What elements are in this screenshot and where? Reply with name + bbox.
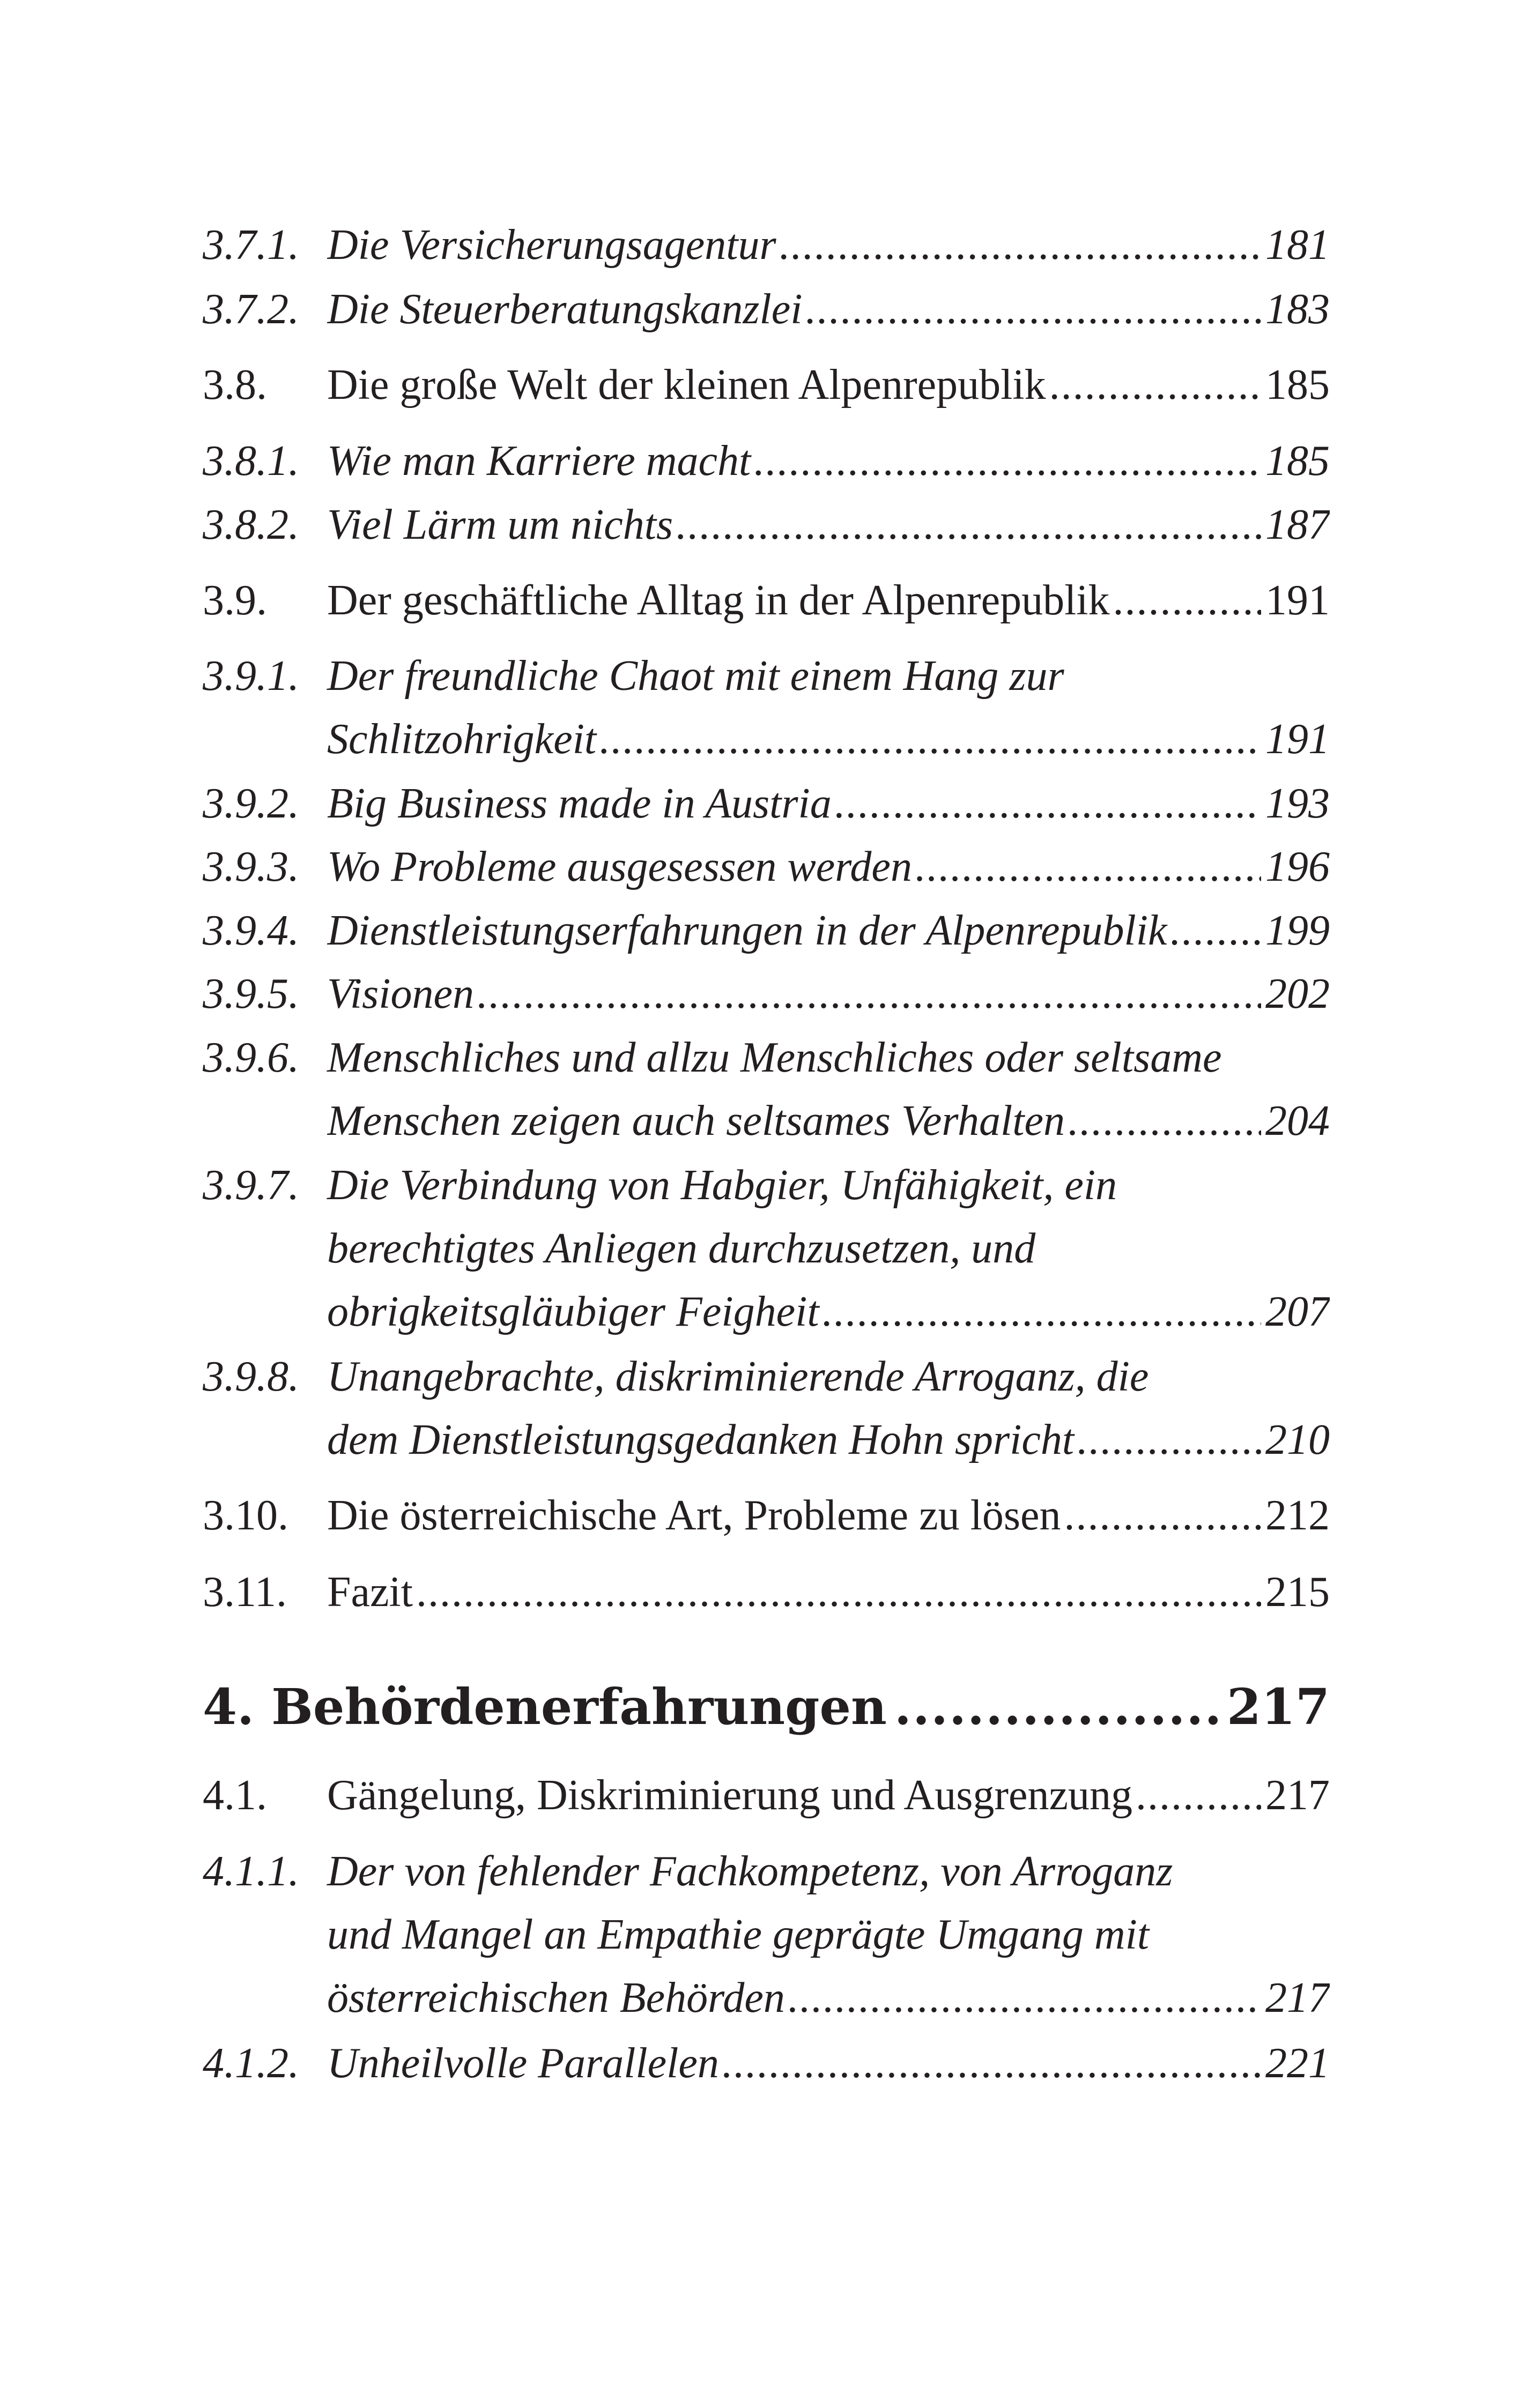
toc-page-number: 193 — [1265, 780, 1330, 827]
toc-page-number: 199 — [1265, 907, 1330, 954]
toc-entry-body — [327, 353, 1330, 417]
toc-entry-number: 3.8. — [203, 361, 267, 408]
toc-entry-body — [327, 1764, 1330, 1827]
toc-entry-title-row — [327, 213, 1330, 277]
toc-entry-body — [327, 213, 1330, 277]
toc-entry-title-row — [327, 353, 1330, 417]
dot-leader — [823, 1280, 1261, 1343]
toc-entry-body — [327, 1345, 1330, 1471]
toc-entry-body — [327, 1026, 1330, 1153]
toc-entry-number: 3.9.1. — [203, 652, 299, 700]
toc-entry-body — [327, 772, 1330, 835]
toc-entry-body — [327, 429, 1330, 493]
toc-entry-title-line: Big Business made in Austria — [327, 780, 832, 827]
toc-entry-number: 4.1.1. — [203, 1848, 299, 1895]
toc-page-number: 187 — [1265, 501, 1330, 548]
toc-entry-body — [327, 962, 1330, 1025]
toc-entry-title-line: Unangebrachte, diskriminierende Arroganz, die — [327, 1353, 1149, 1400]
toc-entry-title-row — [327, 1764, 1330, 1827]
toc-entry-title-line: Viel Lärm um nichts — [327, 501, 673, 548]
toc-entry-body — [327, 493, 1330, 556]
toc-page-number: 217 — [1226, 1678, 1330, 1736]
toc-entry-number: 3.9.3. — [203, 843, 299, 890]
toc-page-number: 210 — [1265, 1416, 1330, 1463]
toc-entry-title-line: Die Versicherungsagentur — [327, 221, 776, 269]
dot-leader — [1170, 899, 1261, 962]
toc-entry-title-line: Menschen zeigen auch seltsames Verhalten — [327, 1097, 1065, 1144]
toc-entry-title-row — [327, 772, 1330, 835]
toc-page-number: 183 — [1265, 286, 1330, 333]
toc-entry-title-line: und Mangel an Empathie geprägte Umgang mit — [327, 1911, 1150, 1958]
toc-entry-title-line: 4. Behördenerfahrungen — [203, 1678, 887, 1736]
toc-entry-title-line: Die Verbindung von Habgier, Unfähigkeit, ein — [327, 1162, 1117, 1209]
toc-entry-title-row — [327, 835, 1330, 898]
toc-page-number: 212 — [1265, 1492, 1330, 1539]
toc-entry-title-row — [327, 1280, 1330, 1343]
toc-page-number: 191 — [1265, 577, 1330, 624]
dot-leader — [1068, 1089, 1261, 1153]
toc-entry-body — [327, 1484, 1330, 1547]
toc-entry-title-line: Menschliches und allzu Menschliches oder seltsame — [327, 1034, 1222, 1081]
toc-entry-number: 4.1. — [203, 1772, 267, 1819]
toc-entry-number: 3.10. — [203, 1492, 288, 1539]
toc-entry-number: 3.9. — [203, 577, 267, 624]
toc-entry-title-row — [327, 899, 1330, 962]
toc-entry-number: 3.8.1. — [203, 437, 299, 485]
toc-page-number: 196 — [1265, 843, 1330, 890]
toc-entry-title-row — [327, 1484, 1330, 1547]
toc-page-number: 207 — [1265, 1288, 1330, 1335]
toc-entry-number: 3.7.1. — [203, 221, 299, 269]
toc-entry-title-line: Dienstleistungserfahrungen in der Alpenrepublik — [327, 907, 1167, 954]
toc-entry-title-row — [327, 1408, 1330, 1471]
dot-leader — [915, 835, 1261, 898]
toc-entry-title-line: Die große Welt der kleinen Alpenrepublik — [327, 361, 1046, 408]
toc-entry-number: 3.9.5. — [203, 970, 299, 1017]
toc-page-number: 202 — [1265, 970, 1330, 1017]
toc-entry-title-row — [327, 1089, 1330, 1153]
dot-leader — [1113, 569, 1261, 632]
dot-leader — [599, 708, 1261, 771]
dot-leader — [676, 493, 1261, 556]
dot-leader — [780, 213, 1261, 277]
toc-entry-number: 3.11. — [203, 1569, 287, 1616]
toc-entry-number: 3.9.8. — [203, 1353, 299, 1400]
toc-entry-number: 3.8.2. — [203, 501, 299, 548]
dot-leader — [835, 772, 1261, 835]
dot-leader — [1136, 1764, 1261, 1827]
toc-entry-title-row — [327, 278, 1330, 341]
dot-leader — [1077, 1408, 1261, 1471]
toc-entry-number: 3.9.7. — [203, 1162, 299, 1209]
dot-leader — [788, 1966, 1261, 2030]
toc-entry-title-line: Fazit — [327, 1569, 413, 1616]
toc-entry-title-row — [203, 1669, 1330, 1744]
toc-page-number: 185 — [1265, 361, 1330, 408]
toc-entry-title-row — [327, 962, 1330, 1025]
toc-entry-title-line: Wie man Karriere macht — [327, 437, 751, 485]
toc-entry-body — [203, 1669, 1330, 1744]
toc-entry-title-line: Gängelung, Diskriminierung und Ausgrenzung — [327, 1772, 1132, 1819]
toc-entry-title-line: berechtigtes Anliegen durchzusetzen, und — [327, 1225, 1036, 1272]
dot-leader — [1049, 353, 1261, 417]
toc-entry-title-line: Der geschäftliche Alltag in der Alpenrepublik — [327, 577, 1110, 624]
toc-entry-number: 3.7.2. — [203, 286, 299, 333]
dot-leader — [477, 962, 1261, 1025]
toc-page-number: 181 — [1265, 221, 1330, 269]
toc-page-number: 191 — [1265, 716, 1330, 763]
toc-entry-title-line: Die Steuerberatungskanzlei — [327, 286, 803, 333]
toc-entry-title-row — [327, 1560, 1330, 1624]
toc-entry-title-line: Unheilvolle Parallelen — [327, 2040, 719, 2087]
toc-entry-body — [327, 644, 1330, 771]
toc-entry-body — [327, 1560, 1330, 1624]
toc-entry-title-line: Visionen — [327, 970, 475, 1017]
toc-entry-title-row — [327, 1966, 1330, 2030]
toc-entry-body — [327, 569, 1330, 632]
dot-leader — [722, 2032, 1261, 2095]
toc-entry-title-line: obrigkeitsgläubiger Feigheit — [327, 1288, 819, 1335]
toc-entry-number: 3.9.2. — [203, 780, 299, 827]
dot-leader — [805, 278, 1261, 341]
toc-page-number: 217 — [1265, 1974, 1330, 2021]
toc-page-number: 215 — [1265, 1569, 1330, 1616]
toc-entry-title-line: Wo Probleme ausgesessen werden — [327, 843, 912, 890]
toc-entry-body — [327, 2032, 1330, 2095]
toc-entry-title-line: Der von fehlender Fachkompetenz, von Arroganz — [327, 1848, 1173, 1895]
toc-entry-number: 3.9.6. — [203, 1034, 299, 1081]
toc-page-number: 221 — [1265, 2040, 1330, 2087]
dot-leader — [416, 1560, 1261, 1624]
toc-entry-title-row — [327, 493, 1330, 556]
toc-entry-number: 3.9.4. — [203, 907, 299, 954]
toc-entry-title-line: Die österreichische Art, Probleme zu lösen — [327, 1492, 1061, 1539]
dot-leader — [754, 429, 1261, 493]
toc-entry-title-row — [327, 429, 1330, 493]
toc-entry-body — [327, 835, 1330, 898]
toc-entry-body — [327, 1154, 1330, 1343]
toc-entry-title-line: Schlitzohrigkeit — [327, 716, 597, 763]
dot-leader — [894, 1669, 1225, 1744]
toc-entry-body — [327, 278, 1330, 341]
toc-entry-body — [327, 899, 1330, 962]
toc-page-number: 204 — [1265, 1097, 1330, 1144]
toc-page-number: 217 — [1265, 1772, 1330, 1819]
dot-leader — [1064, 1484, 1261, 1547]
toc-entry-number: 4.1.2. — [203, 2040, 299, 2087]
toc-entry-title-line: österreichischen Behörden — [327, 1974, 785, 2021]
toc-entry-title-line: dem Dienstleistungsgedanken Hohn spricht — [327, 1416, 1075, 1463]
toc-page-number: 185 — [1265, 437, 1330, 485]
toc-entry-body — [327, 1840, 1330, 2030]
toc-entry-title-row — [327, 569, 1330, 632]
toc-entry-title-row — [327, 2032, 1330, 2095]
toc-entry-title-line: Der freundliche Chaot mit einem Hang zur — [327, 652, 1064, 700]
toc-entry-title-row — [327, 708, 1330, 771]
